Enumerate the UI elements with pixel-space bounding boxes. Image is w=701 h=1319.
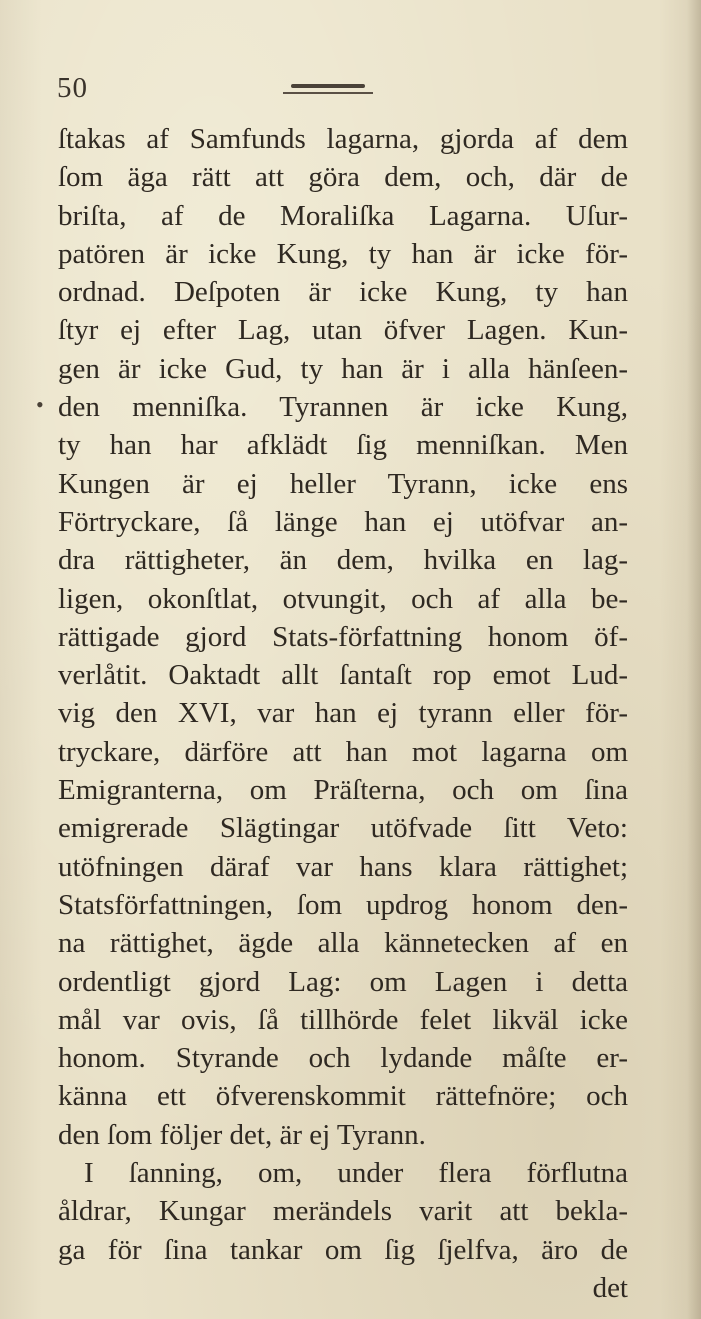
text-line: den menniſka. Tyrannen är icke Kung,	[58, 391, 628, 424]
text-line: ſtakas af Samfunds lagarna, gjorda af dem	[58, 123, 628, 155]
text-line: den ſom följer det, är ej Tyrann.	[58, 1118, 426, 1151]
text-line: ligen, okonſtlat, otvungit, och af alla be-	[58, 582, 628, 615]
text-line: patören är icke Kung, ty han är icke för-	[58, 237, 628, 270]
text-line: utöfningen däraf var hans klara rättighet;	[58, 850, 628, 883]
text-line: ty han har afklädt ſig menniſkan. Men	[58, 429, 628, 462]
text-line: verlåtit. Oaktadt allt ſantaſt rop emot Lud-	[58, 659, 628, 692]
text-line: Förtryckare, ſå länge han ej utöfvar an-	[58, 505, 628, 538]
text-line: ordentligt gjord Lag: om Lagen i detta	[58, 965, 628, 998]
text-line: ordnad. Deſpoten är icke Kung, ty han	[58, 276, 628, 309]
page-edge-shadow	[687, 0, 701, 1319]
body-text	[58, 120, 628, 1307]
header-ornament-rule	[283, 84, 373, 98]
text-line: Statsförfattningen, ſom updrog honom den-	[58, 888, 628, 921]
margin-mark: •	[36, 392, 44, 417]
text-line: mål var ovis, ſå tillhörde felet likväl icke	[58, 1003, 628, 1036]
header-rule-thick	[291, 84, 365, 88]
text-line: na rättighet, ägde alla kännetecken af en	[58, 927, 628, 960]
text-line: vig den XVI, var han ej tyrann eller för-	[58, 697, 628, 730]
text-line: honom. Styrande och lydande måſte er-	[58, 1042, 628, 1075]
text-line: tryckare, därföre att han mot lagarna om	[58, 735, 628, 768]
text-line: briſta, af de Moraliſka Lagarna. Uſur-	[58, 199, 628, 232]
text-line: Emigranterna, om Präſterna, och om ſina	[58, 774, 628, 807]
text-line: åldrar, Kungar merändels varit att bekla-	[58, 1195, 628, 1228]
header-rule-thin	[283, 92, 373, 94]
text-line: I ſanning, om, under flera förflutna	[84, 1157, 628, 1190]
text-line: gen är icke Gud, ty han är i alla hänſeen-	[58, 352, 628, 385]
page-number: 50	[57, 72, 88, 104]
text-line: ga för ſina tankar om ſig ſjelfva, äro de	[58, 1233, 628, 1266]
text-line: känna ett öfverenskommit rättefnöre; och	[58, 1080, 628, 1113]
text-line: ſtyr ej efter Lag, utan öfver Lagen. Kun-	[58, 314, 628, 347]
text-line: emigrerade Slägtingar utöfvade ſitt Veto:	[58, 812, 628, 845]
text-line: Kungen är ej heller Tyrann, icke ens	[58, 467, 628, 500]
text-line: dra rättigheter, än dem, hvilka en lag-	[58, 544, 628, 577]
text-line: rättigade gjord Stats-författning honom öf-	[58, 620, 628, 653]
catchword: det	[592, 1271, 628, 1304]
text-line: ſom äga rätt att göra dem, och, där de	[58, 161, 628, 194]
